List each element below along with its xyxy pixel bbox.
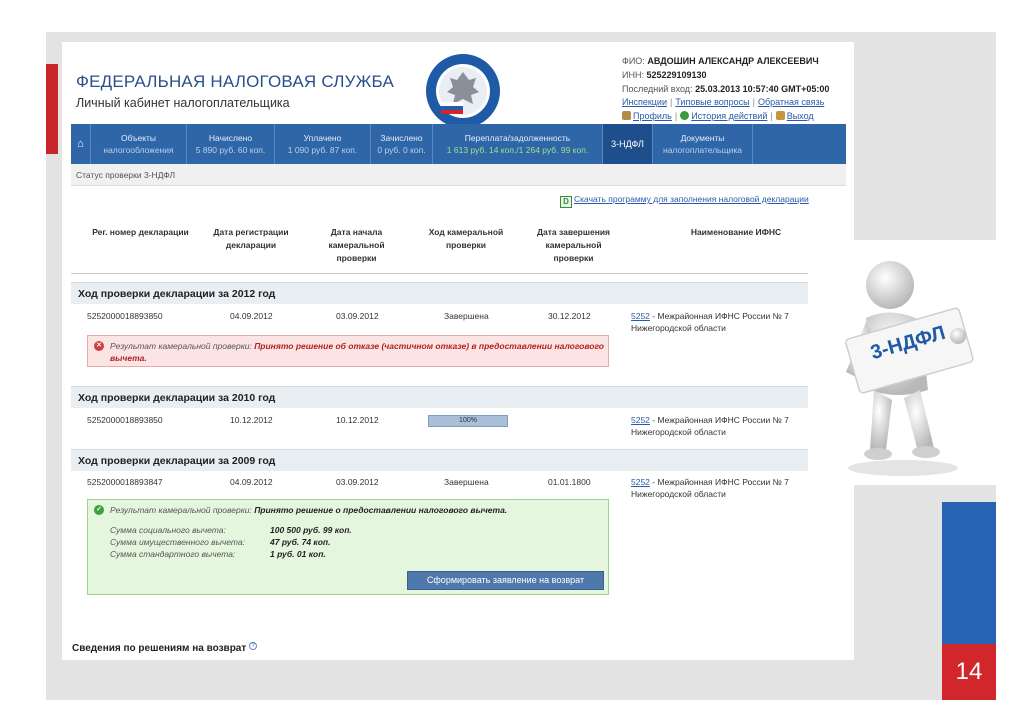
ifns-name-text: - Межрайонная ИФНС России № 7: [652, 477, 789, 487]
refund-decisions-title: [72, 642, 257, 654]
col-progress: Ход камеральной проверки: [428, 227, 504, 250]
link-profile[interactable]: Профиль: [633, 111, 672, 121]
link-faq[interactable]: Типовые вопросы: [675, 97, 750, 107]
card-label: 3-НДФЛ: [868, 321, 948, 365]
col-reg-number: Рег. номер декларации: [92, 227, 189, 237]
status-text: Завершена: [444, 477, 489, 487]
sum-standard-value: 1 руб. 01 коп.: [270, 549, 326, 559]
nav-accrued[interactable]: [187, 124, 275, 164]
breadcrumb: Статус проверки 3-НДФЛ: [71, 164, 846, 186]
nav-sub: 1 613 руб. 14 коп./1 264 руб. 99 коп.: [446, 145, 589, 155]
table-header: [71, 222, 846, 274]
page-subtitle: Личный кабинет налогоплательщика: [76, 96, 290, 110]
end-date: 30.12.2012: [548, 311, 591, 321]
figure-panel: [808, 240, 996, 485]
section-2010-title: Ход проверки декларации за 2010 год: [71, 386, 846, 408]
nav-label: Объекты: [120, 133, 157, 143]
error-result-box: [87, 335, 609, 367]
user-info: [622, 54, 829, 96]
info-icon[interactable]: ?: [249, 642, 257, 650]
blue-accent-bar: [942, 502, 996, 644]
result-label: Результат камеральной проверки:: [110, 505, 252, 515]
nav-paid[interactable]: [275, 124, 371, 164]
result-message: Принято решение об отказе (частичном отказе) в предоставлении налогового вычета.: [110, 341, 604, 363]
section-2012-title: Ход проверки декларации за 2012 год: [71, 282, 846, 304]
user-inn: 525229109130: [646, 70, 707, 80]
end-date: 01.01.1800: [548, 477, 591, 487]
profile-icon: [622, 111, 631, 120]
ifns-code-link[interactable]: 5252: [631, 415, 650, 425]
link-history[interactable]: История действий: [691, 111, 768, 121]
nav-label: Зачислено: [380, 133, 423, 143]
nav-sub: 0 руб. 0 коп.: [377, 145, 426, 155]
download-icon: D: [560, 196, 572, 208]
ifns-code-link[interactable]: 5252: [631, 477, 650, 487]
red-accent-strip: [46, 64, 58, 154]
link-feedback[interactable]: Обратная связь: [757, 97, 825, 107]
nav-sub: 1 090 руб. 87 коп.: [287, 145, 358, 155]
refund-decisions-text: Сведения по решениям на возврат: [72, 643, 247, 654]
start-date: 03.09.2012: [336, 311, 379, 321]
nav-label: Переплата/задолженность: [464, 133, 571, 143]
reg-number: 5252000018893850: [87, 311, 163, 321]
result-message: Принято решение о предоставлении налогового вычета.: [254, 505, 508, 515]
reg-number: 5252000018893850: [87, 415, 163, 425]
nav-label: Документы: [680, 133, 725, 143]
col-reg-date: Дата регистрации декларации: [213, 227, 289, 250]
reg-number: 5252000018893847: [87, 477, 163, 487]
screenshot-panel: [62, 42, 854, 660]
home-icon[interactable]: ⌂: [71, 124, 91, 164]
col-start-date: Дата начала камеральной проверки: [328, 227, 385, 263]
col-end-date: Дата завершения камеральной проверки: [536, 227, 611, 263]
name-label: ФИО:: [622, 56, 645, 66]
ifns-name-text: - Межрайонная ИФНС России № 7: [652, 415, 789, 425]
check-icon: ✓: [94, 505, 104, 515]
nav-sub: налогоплательщика: [663, 145, 742, 155]
nav-objects[interactable]: [91, 124, 187, 164]
ifns-name-text: - Межрайонная ИФНС России № 7: [652, 311, 789, 321]
result-label: Результат камеральной проверки:: [110, 341, 252, 351]
nav-label: 3-НДФЛ: [611, 139, 644, 149]
page-title: ФЕДЕРАЛЬНАЯ НАЛОГОВАЯ СЛУЖБА: [76, 72, 394, 91]
progress-bar: 100%: [428, 415, 508, 427]
reg-date: 10.12.2012: [230, 415, 273, 425]
sum-social-value: 100 500 руб. 99 коп.: [270, 525, 352, 535]
last-login-value: 25.03.2013 10:57:40 GMT+05:00: [695, 84, 830, 94]
nav-overpayment-debt[interactable]: [433, 124, 603, 164]
success-result-box: [87, 499, 609, 595]
ifns-region: Нижегородской области: [631, 323, 726, 333]
last-login-label: Последний вход:: [622, 84, 693, 94]
success-result-text: [110, 504, 507, 516]
sum-property-label: Сумма имущественного вычета:: [110, 537, 245, 547]
create-refund-request-button[interactable]: Сформировать заявление на возврат: [407, 571, 604, 590]
person-with-sign-illustration: [808, 240, 996, 485]
reg-date: 04.09.2012: [230, 477, 273, 487]
nav-documents[interactable]: [653, 124, 753, 164]
nav-3ndfl[interactable]: [603, 124, 653, 164]
status-text: Завершена: [444, 311, 489, 321]
error-result-text: [110, 340, 605, 364]
main-nav: [71, 124, 846, 164]
error-icon: ✕: [94, 341, 104, 351]
history-icon: [680, 111, 689, 120]
page-number: 14: [942, 644, 996, 700]
download-program-link[interactable]: [560, 194, 809, 208]
link-logout[interactable]: Выход: [786, 111, 814, 121]
user-links: Инспекции | Типовые вопросы | Обратная связь Профиль | История действий | Выход: [622, 97, 825, 121]
col-ifns: Наименование ИФНС: [690, 227, 782, 237]
ifns-code-link[interactable]: 5252: [631, 311, 650, 321]
sum-standard-label: Сумма стандартного вычета:: [110, 549, 236, 559]
start-date: 03.09.2012: [336, 477, 379, 487]
section-2009-title: Ход проверки декларации за 2009 год: [71, 449, 846, 471]
sum-property-value: 47 руб. 74 коп.: [270, 537, 331, 547]
nav-credited[interactable]: [371, 124, 433, 164]
reg-date: 04.09.2012: [230, 311, 273, 321]
nav-label: Уплачено: [303, 133, 342, 143]
nav-sub: 5 890 руб. 60 коп.: [195, 145, 266, 155]
user-name: АВДОШИН АЛЕКСАНДР АЛЕКСЕЕВИЧ: [647, 56, 819, 66]
logout-icon: [776, 111, 785, 120]
start-date: 10.12.2012: [336, 415, 379, 425]
inn-label: ИНН:: [622, 70, 644, 80]
download-link-text: Скачать программу для заполнения налоговой декларации: [574, 194, 809, 204]
link-inspections[interactable]: Инспекции: [622, 97, 667, 107]
ifns-region: Нижегородской области: [631, 489, 726, 499]
sum-social-label: Сумма социального вычета:: [110, 525, 226, 535]
fns-emblem-icon: [424, 52, 502, 130]
ifns-region: Нижегородской области: [631, 427, 726, 437]
nav-sub: налогообложения: [103, 145, 174, 155]
nav-label: Начислено: [208, 133, 253, 143]
